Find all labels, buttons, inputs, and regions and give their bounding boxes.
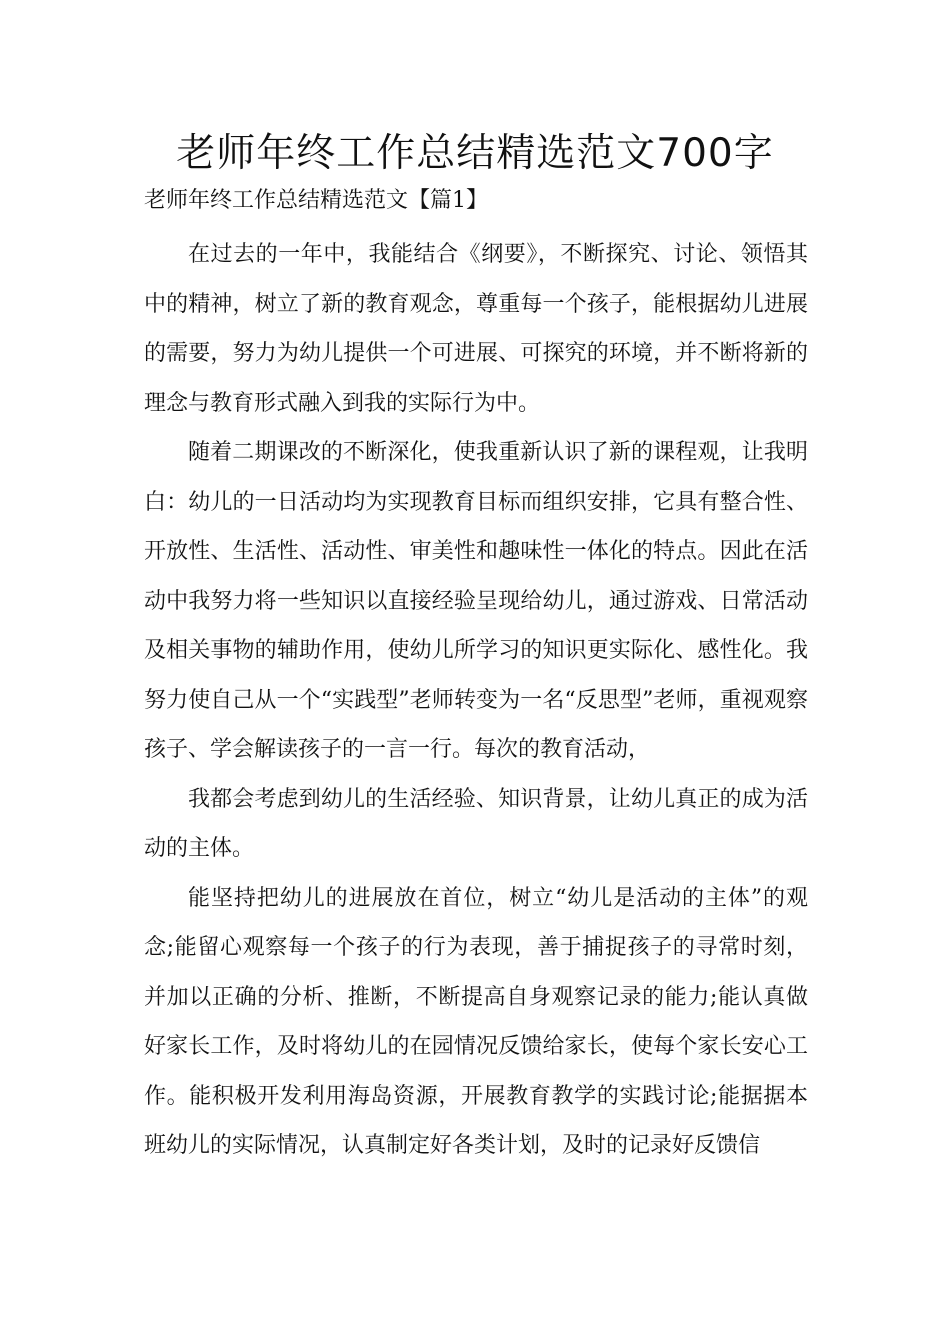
document-body <box>144 230 808 1171</box>
paragraph-2: 随着二期课改的不断深化，使我重新认识了新的课程观，让我明白：幼儿的一日活动均为实现教育目标而组织安排，它具有整合性、开放性、生活性、活动性、审美性和趣味性一体化的特点。因此在活动中我努力将一些知识以直接经验呈现给幼儿，通过游戏、日常活动及相关事物的辅助作用，使幼儿所学习的知识更实际化、感性化。我努力使自己从一个“实践型”老师转变为一名“反思型”老师，重视观察孩子、学会解读孩子的一言一行。每次的教育活动， <box>144 440 808 762</box>
section-subtitle: 老师年终工作总结精选范文【篇1】 <box>144 188 488 213</box>
paragraph-4: 能坚持把幼儿的进展放在首位，树立“幼儿是活动的主体”的观念;能留心观察每一个孩子的行为表现，善于捕捉孩子的寻常时刻，并加以正确的分析、推断，不断提高自身观察记录的能力;能认真做好家长工作，及时将幼儿的在园情况反馈给家长，使每个家长安心工作。能积极开发利用海岛资源，开展教育教学的实践讨论;能据据本班幼儿的实际情况，认真制定好各类计划，及时的记录好反馈信 <box>144 885 808 1158</box>
document-title: 老师年终工作总结精选范文700字 <box>176 131 774 176</box>
paragraph-1: 在过去的一年中，我能结合《纲要》，不断探究、讨论、领悟其中的精神，树立了新的教育观念，尊重每一个孩子，能根据幼儿进展的需要，努力为幼儿提供一个可进展、可探究的环境，并不断将新的理念与教育形式融入到我的实际行为中。 <box>144 242 808 416</box>
paragraph-3: 我都会考虑到幼儿的生活经验、知识背景，让幼儿真正的成为活动的主体。 <box>144 786 808 861</box>
